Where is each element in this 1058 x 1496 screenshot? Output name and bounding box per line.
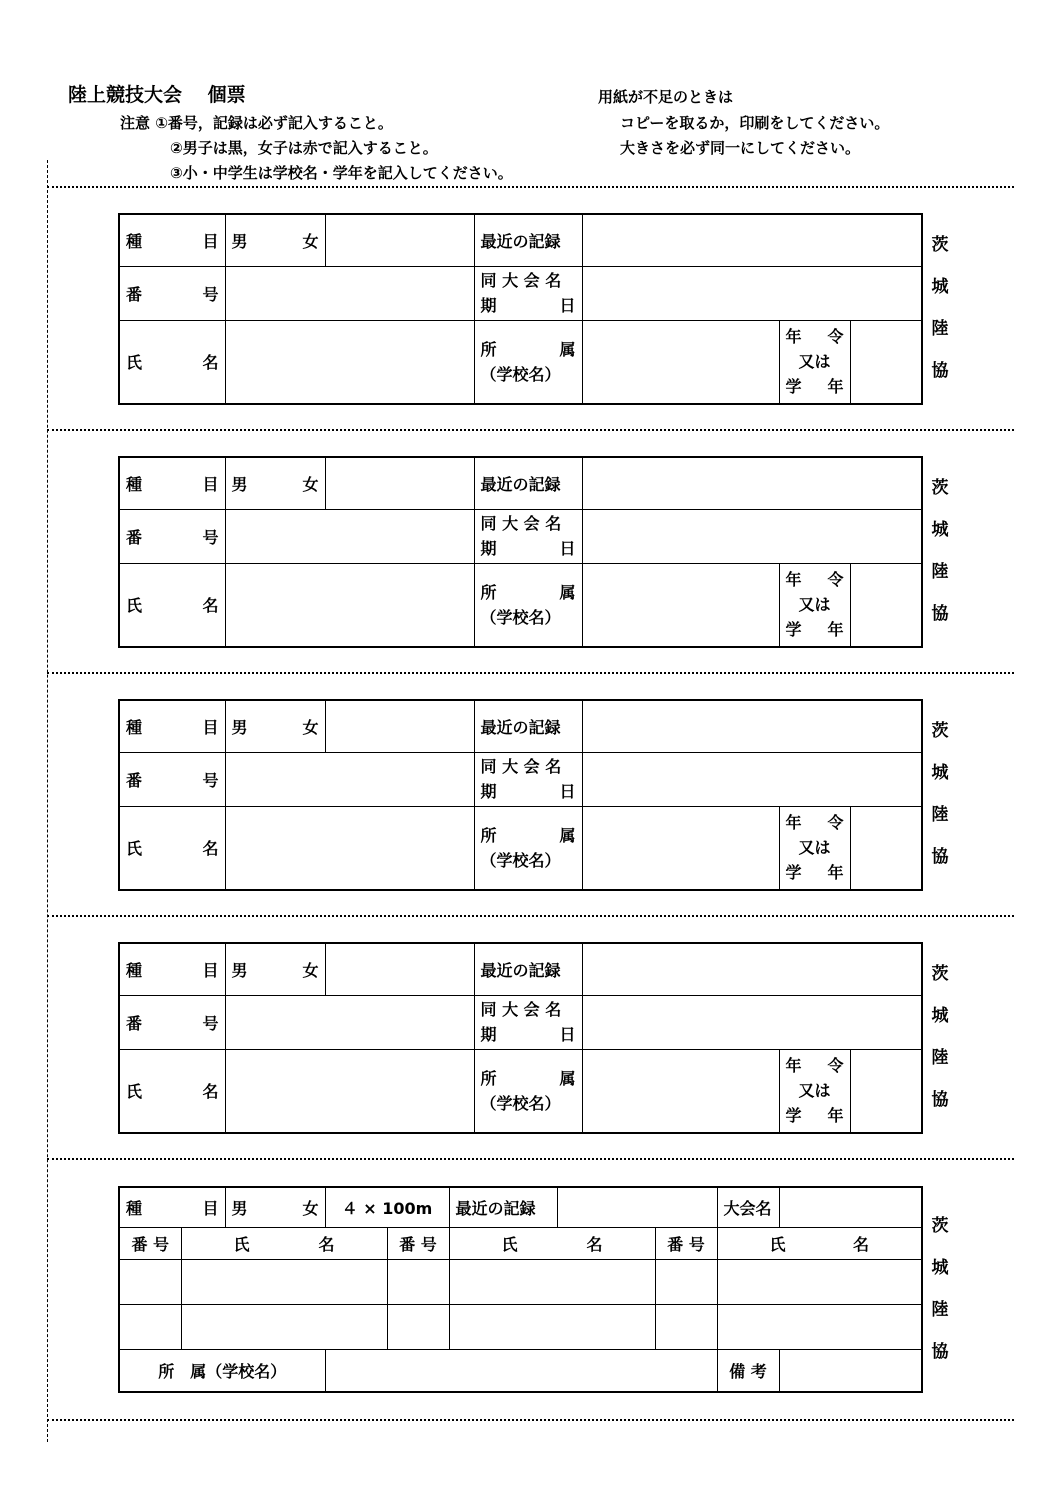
relay-recent-record-label: 最近の記録 <box>449 1187 557 1227</box>
note-right-1: 用紙が不足のときは <box>598 88 734 106</box>
affiliation-field[interactable] <box>582 1049 779 1133</box>
relay-meet-name-label: 大会名 <box>717 1187 779 1227</box>
meet-date-field[interactable] <box>582 266 922 320</box>
relay-remarks-field[interactable] <box>779 1349 922 1392</box>
page-title: 陸上競技大会 個票 <box>68 84 246 106</box>
number-label: 番 号 <box>119 995 225 1049</box>
note-3: ③小・中学生は学校名・学年を記入してください。 <box>170 164 513 182</box>
relay-name-cell[interactable] <box>717 1259 922 1304</box>
relay-remarks-label: 備 考 <box>717 1349 779 1392</box>
affiliation-field[interactable] <box>582 320 779 404</box>
number-label: 番 号 <box>119 752 225 806</box>
side-label: 茨 城 陸 協 <box>931 1216 949 1362</box>
affiliation-label: 所 属 （学校名） <box>474 806 582 890</box>
meet-date-field[interactable] <box>582 509 922 563</box>
meet-date-label: 同 大 会 名 期 日 <box>474 995 582 1049</box>
relay-event-value: ４ × 100m <box>325 1187 449 1227</box>
cut-line <box>47 1158 1014 1160</box>
note-1: 注意 ①番号，記録は必ず記入すること。 <box>120 114 393 132</box>
name-label: 氏 名 <box>119 563 225 647</box>
relay-name-cell[interactable] <box>181 1304 387 1349</box>
relay-name-cell[interactable] <box>717 1304 922 1349</box>
gender-label: 男 女 <box>225 700 325 752</box>
cut-line <box>47 672 1014 674</box>
relay-number-cell[interactable] <box>119 1304 181 1349</box>
side-label: 茨 城 陸 協 <box>931 235 949 381</box>
cut-line <box>47 1419 1014 1421</box>
name-label: 氏 名 <box>119 320 225 404</box>
age-field[interactable] <box>850 320 922 404</box>
meet-date-label: 同 大 会 名 期 日 <box>474 752 582 806</box>
age-label: 年 令 又は 学 年 <box>779 563 850 647</box>
relay-form <box>118 1186 923 1393</box>
affiliation-label: 所 属 （学校名） <box>474 320 582 404</box>
relay-recent-record-field[interactable] <box>557 1187 717 1227</box>
entry-form <box>118 213 923 405</box>
relay-number-header: 番 号 <box>387 1227 449 1259</box>
name-field[interactable] <box>225 806 474 890</box>
name-label: 氏 名 <box>119 1049 225 1133</box>
age-field[interactable] <box>850 563 922 647</box>
number-field[interactable] <box>225 752 474 806</box>
recent-record-field[interactable] <box>582 700 922 752</box>
relay-event-label: 種 目 <box>119 1187 225 1227</box>
relay-name-header: 氏 名 <box>717 1227 922 1259</box>
meet-date-label: 同 大 会 名 期 日 <box>474 266 582 320</box>
relay-number-header: 番 号 <box>119 1227 181 1259</box>
relay-affiliation-field[interactable] <box>325 1349 717 1392</box>
affiliation-field[interactable] <box>582 806 779 890</box>
recent-record-field[interactable] <box>582 457 922 509</box>
event-label: 種 目 <box>119 943 225 995</box>
relay-name-cell[interactable] <box>181 1259 387 1304</box>
event-label: 種 目 <box>119 214 225 266</box>
age-label: 年 令 又は 学 年 <box>779 806 850 890</box>
relay-number-cell[interactable] <box>387 1259 449 1304</box>
meet-date-label: 同 大 会 名 期 日 <box>474 509 582 563</box>
relay-number-cell[interactable] <box>119 1259 181 1304</box>
entry-form <box>118 456 923 648</box>
affiliation-field[interactable] <box>582 563 779 647</box>
event-field[interactable] <box>325 700 474 752</box>
name-field[interactable] <box>225 320 474 404</box>
side-label: 茨 城 陸 協 <box>931 478 949 624</box>
meet-date-field[interactable] <box>582 752 922 806</box>
side-label: 茨 城 陸 協 <box>931 964 949 1110</box>
event-field[interactable] <box>325 943 474 995</box>
event-label: 種 目 <box>119 457 225 509</box>
number-field[interactable] <box>225 509 474 563</box>
relay-affiliation-label: 所 属（学校名） <box>119 1349 325 1392</box>
relay-number-header: 番 号 <box>655 1227 717 1259</box>
number-label: 番 号 <box>119 509 225 563</box>
side-label: 茨 城 陸 協 <box>931 721 949 867</box>
recent-record-label: 最近の記録 <box>474 457 582 509</box>
number-field[interactable] <box>225 266 474 320</box>
age-field[interactable] <box>850 806 922 890</box>
cut-line <box>47 186 1014 188</box>
relay-meet-name-field[interactable] <box>779 1187 922 1227</box>
recent-record-field[interactable] <box>582 214 922 266</box>
entry-form <box>118 699 923 891</box>
recent-record-label: 最近の記録 <box>474 214 582 266</box>
cut-line <box>47 429 1014 431</box>
event-label: 種 目 <box>119 700 225 752</box>
gender-label: 男 女 <box>225 214 325 266</box>
number-field[interactable] <box>225 995 474 1049</box>
name-label: 氏 名 <box>119 806 225 890</box>
relay-gender-label: 男 女 <box>225 1187 325 1227</box>
note-2: ②男子は黒，女子は赤で記入すること。 <box>170 139 438 157</box>
relay-number-cell[interactable] <box>655 1259 717 1304</box>
relay-name-cell[interactable] <box>449 1259 655 1304</box>
note-right-3: 大きさを必ず同一にしてください。 <box>620 139 861 157</box>
gender-label: 男 女 <box>225 457 325 509</box>
relay-name-header: 氏 名 <box>181 1227 387 1259</box>
affiliation-label: 所 属 （学校名） <box>474 1049 582 1133</box>
event-field[interactable] <box>325 457 474 509</box>
age-field[interactable] <box>850 1049 922 1133</box>
recent-record-field[interactable] <box>582 943 922 995</box>
recent-record-label: 最近の記録 <box>474 943 582 995</box>
cut-line <box>47 915 1014 917</box>
recent-record-label: 最近の記録 <box>474 700 582 752</box>
age-label: 年 令 又は 学 年 <box>779 1049 850 1133</box>
relay-number-cell[interactable] <box>655 1304 717 1349</box>
cut-line-vertical <box>47 160 48 1442</box>
affiliation-label: 所 属 （学校名） <box>474 563 582 647</box>
note-right-2: コピーを取るか，印刷をしてください。 <box>620 114 890 132</box>
event-field[interactable] <box>325 214 474 266</box>
name-field[interactable] <box>225 563 474 647</box>
meet-date-field[interactable] <box>582 995 922 1049</box>
number-label: 番 号 <box>119 266 225 320</box>
relay-number-cell[interactable] <box>387 1304 449 1349</box>
name-field[interactable] <box>225 1049 474 1133</box>
relay-name-header: 氏 名 <box>449 1227 655 1259</box>
entry-form <box>118 942 923 1134</box>
age-label: 年 令 又は 学 年 <box>779 320 850 404</box>
relay-name-cell[interactable] <box>449 1304 655 1349</box>
gender-label: 男 女 <box>225 943 325 995</box>
